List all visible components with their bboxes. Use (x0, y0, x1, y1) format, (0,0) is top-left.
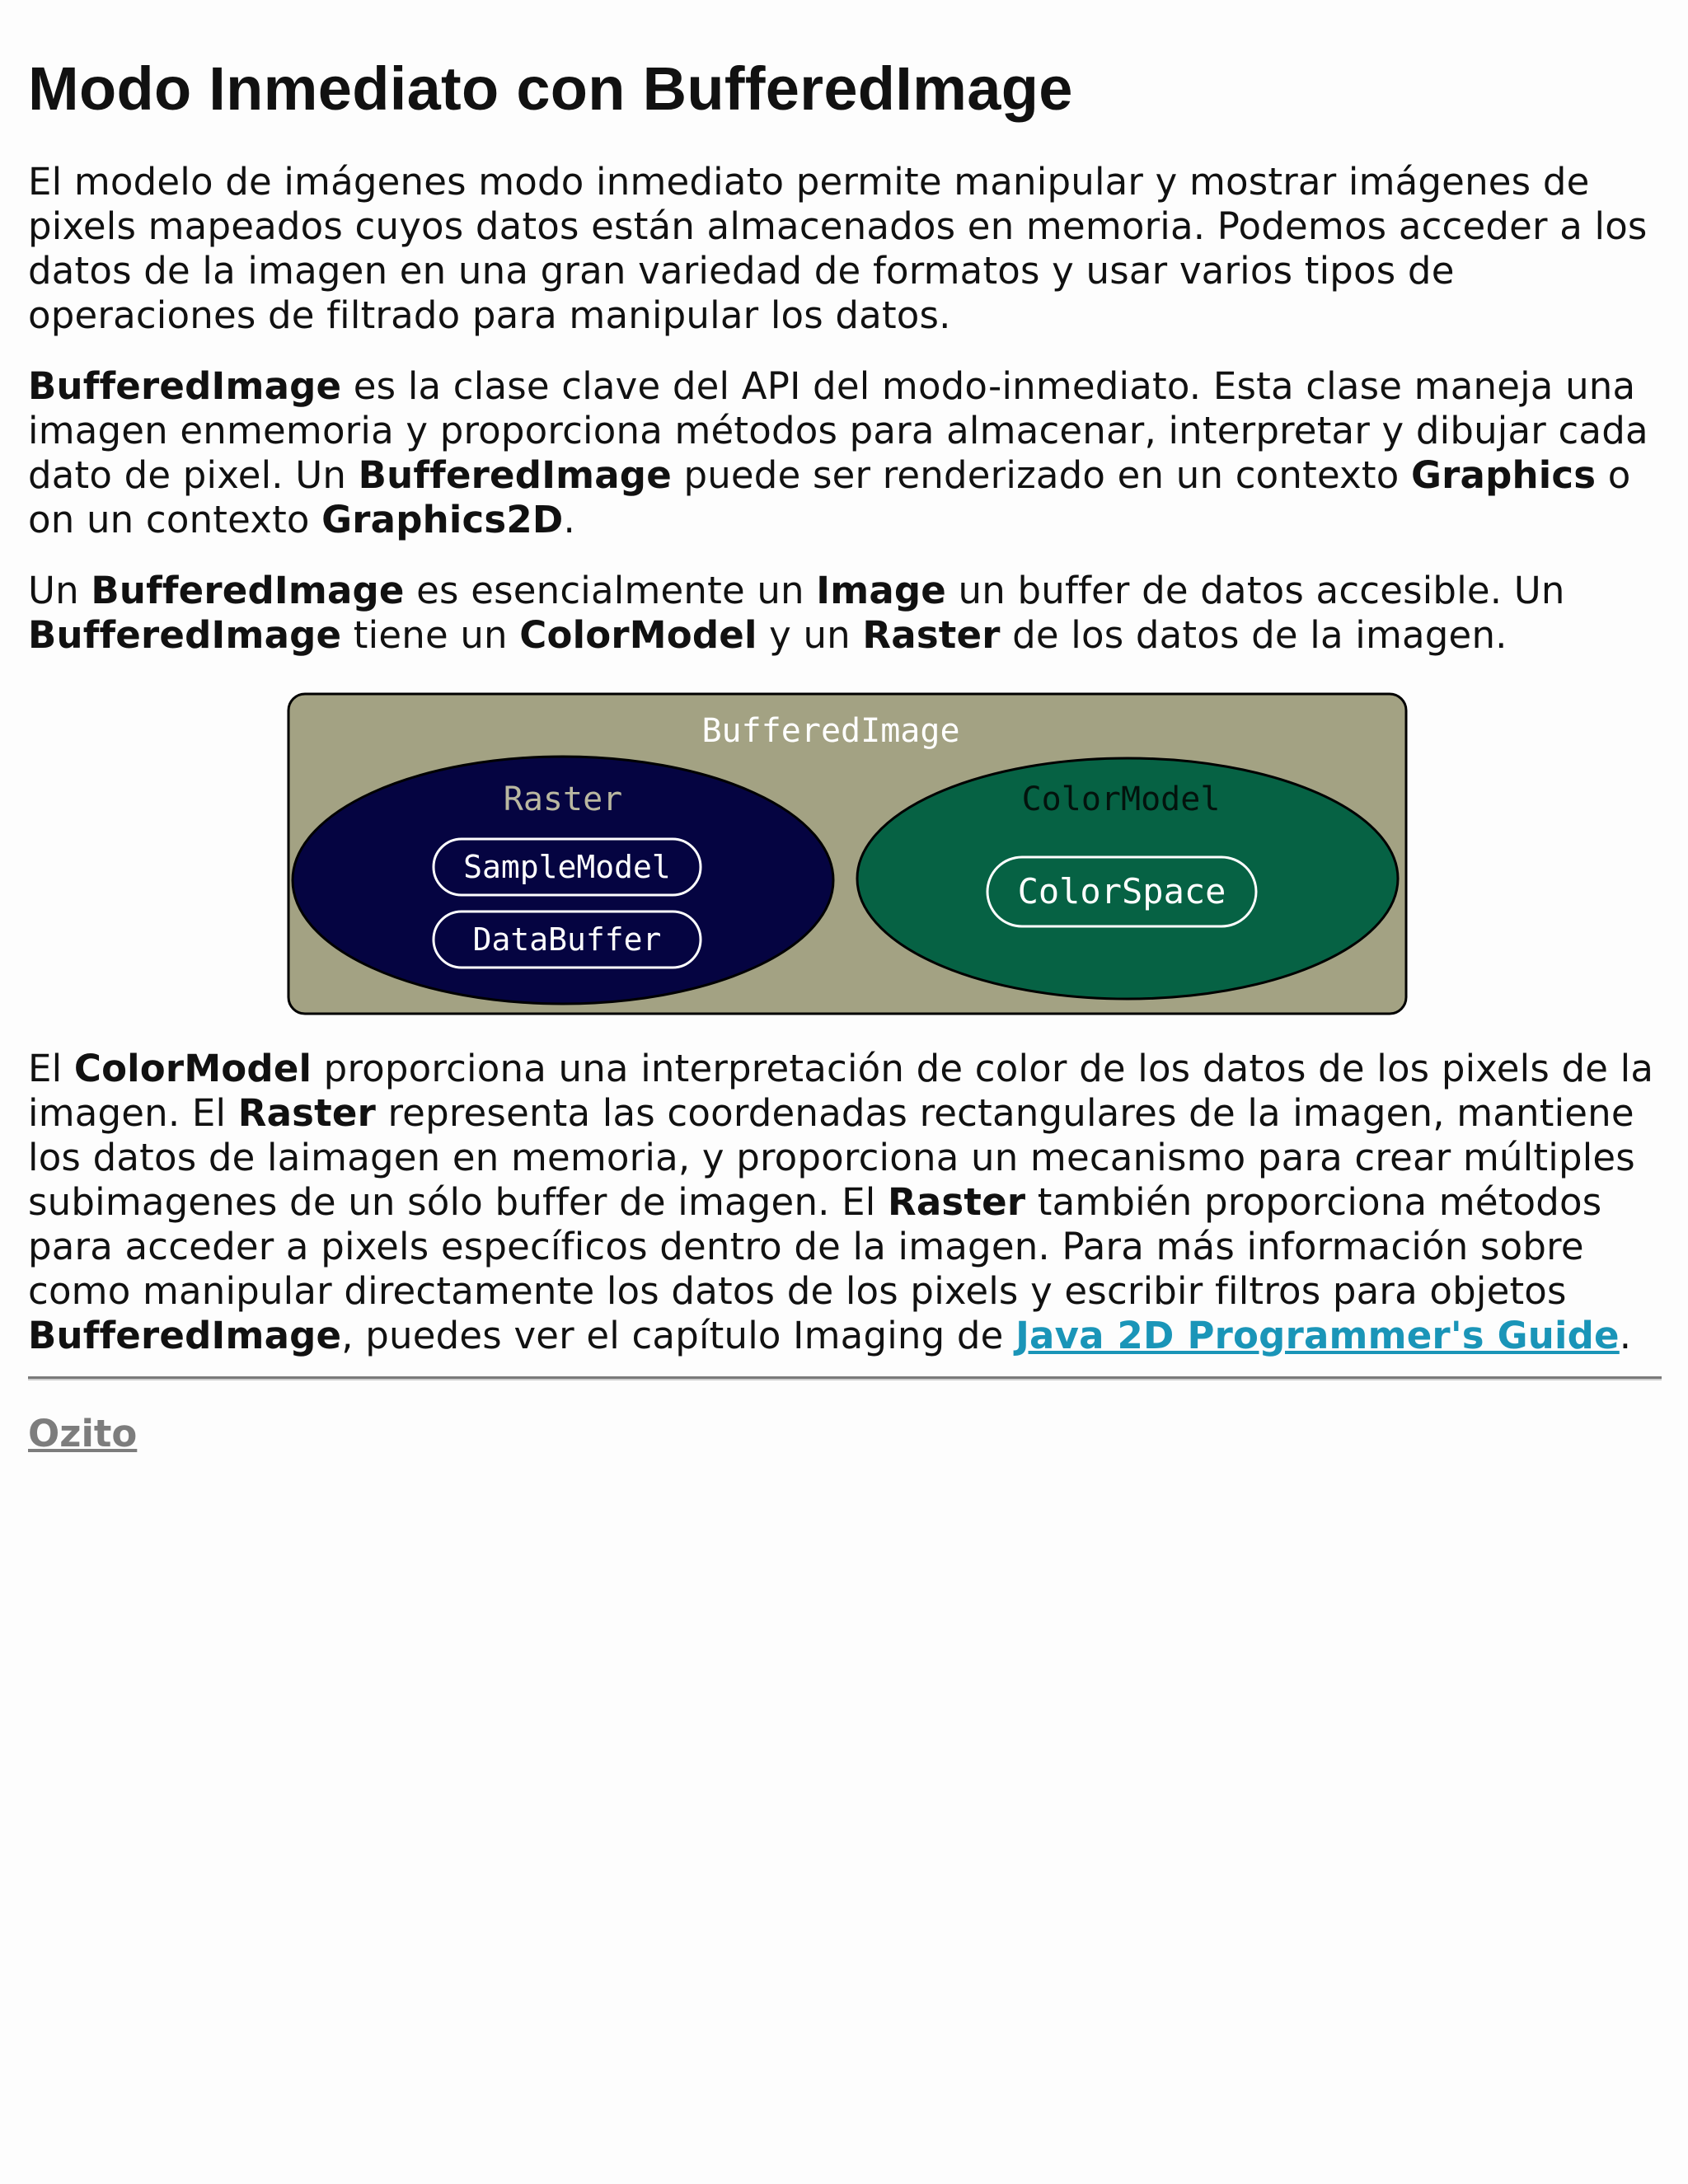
author-link[interactable]: Ozito (28, 1412, 138, 1455)
bold-term: Raster (862, 613, 1001, 657)
components-paragraph: Un BufferedImage es esencialmente un Image un buffer de datos accesible. Un BufferedImage tiene un ColorModel y un Raster de los datos de la imagen. (28, 569, 1565, 657)
footer-divider (28, 1376, 1662, 1380)
bold-term: BufferedImage (91, 569, 405, 612)
bold-term: BufferedImage (358, 453, 672, 497)
bold-term: ColorModel (73, 1047, 312, 1090)
diagram-bufferedimage-label: BufferedImage (701, 712, 960, 750)
samplemodel-label: SampleModel (463, 849, 671, 885)
bufferedimage-paragraph: BufferedImage es la clase clave del API del modo-inmediato. Esta clase maneja una imagen enmemoria y proporciona métodos para almacenar, interpretar y dibujar cada dato de pixel. Un BufferedImage puede ser renderizado en un contexto Graphics o on un contexto Graphics2D. (28, 364, 1648, 541)
raster-label: Raster (503, 780, 623, 818)
bold-term: Graphics2D (321, 498, 564, 541)
page-title: Modo Inmediato con BufferedImage (28, 54, 1073, 123)
bold-term: BufferedImage (28, 1314, 342, 1357)
colormodel-label: ColorModel (1021, 780, 1221, 818)
intro-paragraph: El modelo de imágenes modo inmediato permite manipular y mostrar imágenes de pixels mapeados cuyos datos están almacenados en memoria. Podemos acceder a los datos de la imagen en una gran variedad de formatos y usar varios tipos de operaciones de filtrado para manipular los datos. (28, 160, 1648, 337)
java2d-guide-link[interactable]: Java 2D Programmer's Guide (1015, 1314, 1620, 1357)
colormodel-raster-paragraph: El ColorModel proporciona una interpretación de color de los datos de los pixels de la imagen. El Raster representa las coordenadas rectangulares de la imagen, mantiene los datos de laimagen en memoria, y proporciona un mecanismo para crear múltiples subimagenes de un sólo buffer de imagen. El Raster también proporciona métodos para acceder a pixels específicos dentro de la imagen. Para más información sobre como manipular directamente los datos de los pixels y escribir filtros para objetos BufferedImage, puedes ver el capítulo Imaging de Java 2D Programmer's Guide. (28, 1047, 1654, 1357)
bold-term: Raster (237, 1091, 376, 1135)
bufferedimage-diagram (287, 692, 1408, 1015)
bold-term: BufferedImage (28, 364, 342, 408)
bold-term: Graphics (1410, 453, 1597, 497)
databuffer-label: DataBuffer (472, 921, 662, 958)
bold-term: ColorModel (519, 613, 757, 657)
page-content (28, 0, 1662, 1456)
bold-term: Image (816, 569, 947, 612)
bold-term: Raster (888, 1180, 1026, 1224)
bold-term: BufferedImage (28, 613, 342, 657)
colorspace-label: ColorSpace (1017, 871, 1226, 912)
